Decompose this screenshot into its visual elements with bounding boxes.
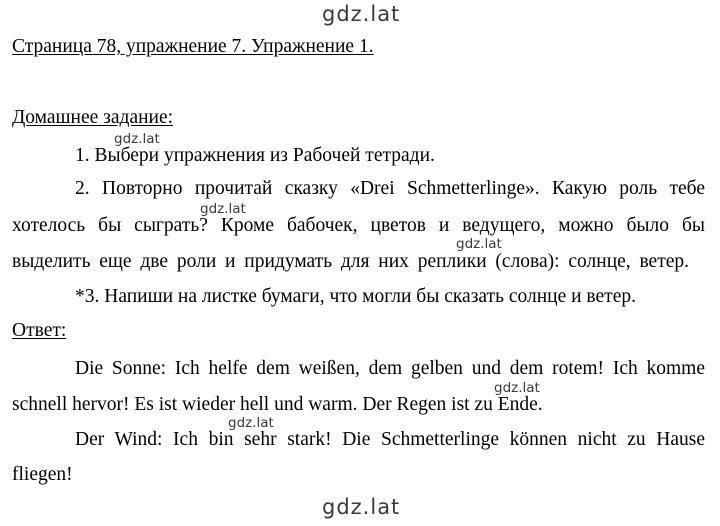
watermark-top: gdz.lat <box>322 2 401 26</box>
watermark-inline-4: gdz.lat <box>494 380 540 396</box>
homework-item-1: 1. Выбери упражнения из Рабочей тетради. <box>75 145 435 166</box>
watermark-inline-3: gdz.lat <box>456 236 502 252</box>
watermark-bottom: gdz.lat <box>322 495 401 519</box>
homework-label: Домашнее задание: <box>12 107 174 128</box>
watermark-inline-1: gdz.lat <box>114 131 160 147</box>
answer-wind-line-1: Der Wind: Ich bin sehr stark! Die Schmetterlinge können nicht zu Hause <box>75 429 705 450</box>
homework-item-2-line-1: 2. Повторно прочитай сказку «Drei Schmetterlinge». Какую роль тебе <box>75 178 705 199</box>
answer-sun-line-2: schnell hervor! Es ist wieder hell und warm. Der Regen ist zu Ende. <box>12 394 543 415</box>
homework-item-3: *3. Напиши на листке бумаги, что могли бы сказать солнце и ветер. <box>75 286 636 307</box>
watermark-inline-5: gdz.lat <box>228 415 274 431</box>
homework-item-2-line-2: хотелось бы сыграть? Кроме бабочек, цветов и ведущего, можно было бы <box>12 215 705 236</box>
answer-wind-line-2: fliegen! <box>12 464 73 485</box>
homework-item-2-line-3: выделить еще две роли и придумать для них реплики (слова): солнце, ветер. <box>12 251 689 272</box>
answer-label: Ответ: <box>12 320 67 341</box>
answer-sun-line-1: Die Sonne: Ich helfe dem weißen, dem gelben und dem rotem! Ich komme <box>75 358 705 379</box>
page-heading: Страница 78, упражнение 7. Упражнение 1. <box>12 36 374 57</box>
watermark-inline-2: gdz.lat <box>200 201 246 217</box>
